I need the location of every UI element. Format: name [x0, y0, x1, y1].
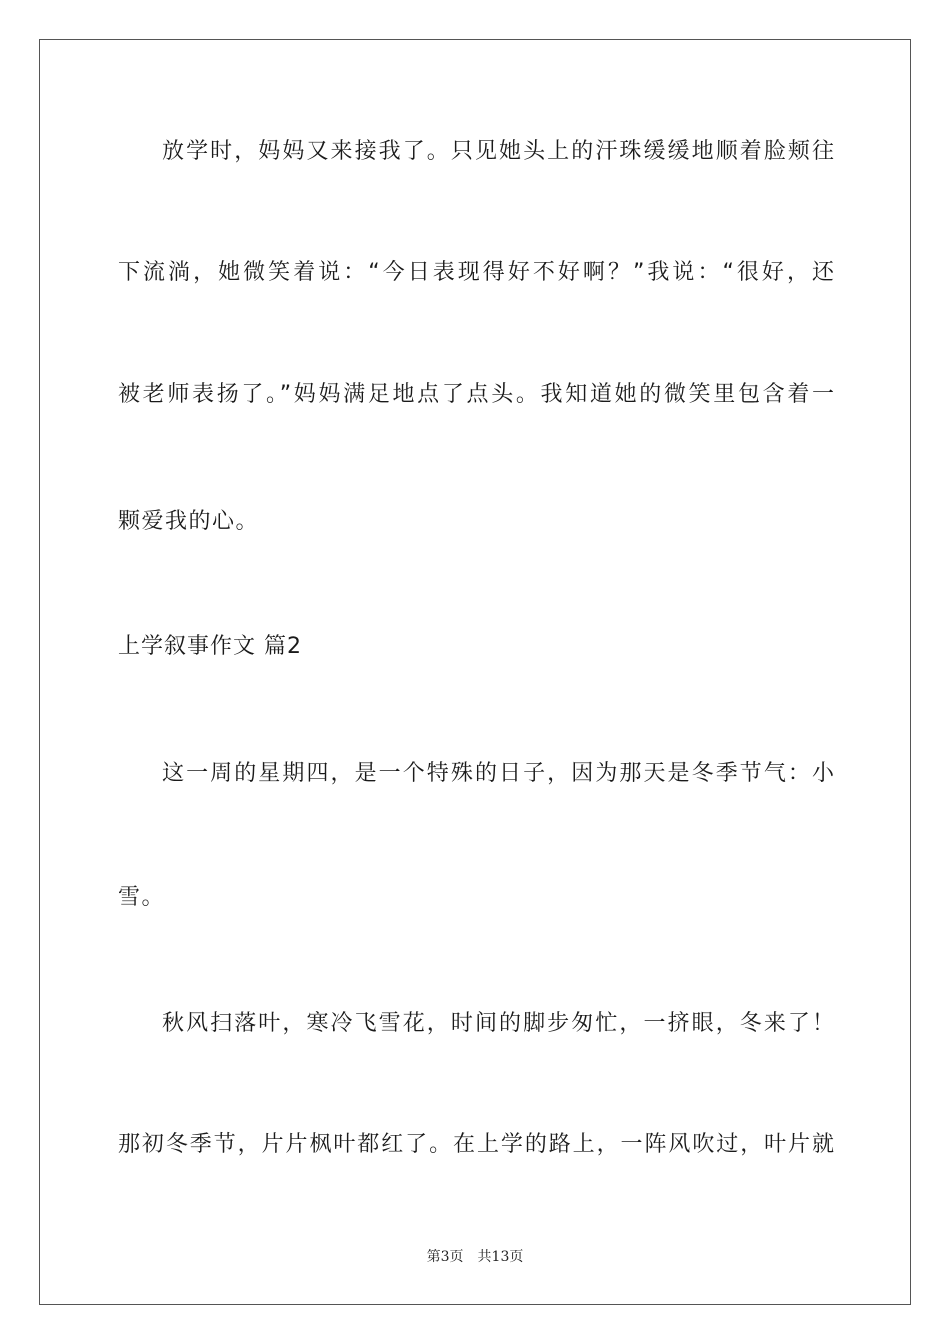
paragraph-1-line-2: 下流淌，她微笑着说：“今日表现得好不好啊？”我说：“很好，还	[118, 260, 834, 285]
paragraph-3-line-1: 秋风扫落叶，寒冷飞雪花，时间的脚步匆忙，一挤眼，冬来了！	[162, 1011, 834, 1036]
paragraph-2-line-2: 雪。	[118, 885, 166, 910]
section-heading: 上学叙事作文 篇2	[118, 634, 302, 659]
paragraph-1-line-4: 颗爱我的心。	[118, 509, 260, 534]
paragraph-1-line-3: 被老师表扬了。”妈妈满足地点了点头。我知道她的微笑里包含着一	[118, 382, 834, 407]
page-number-current: 第3页	[426, 1249, 464, 1265]
page-footer	[0, 1247, 950, 1267]
paragraph-2-line-1: 这一周的星期四，是一个特殊的日子，因为那天是冬季节气：小	[162, 761, 834, 786]
page-border	[39, 39, 911, 1305]
paragraph-3-line-2: 那初冬季节，片片枫叶都红了。在上学的路上，一阵风吹过，叶片就	[118, 1132, 834, 1157]
paragraph-1-line-1: 放学时，妈妈又来接我了。只见她头上的汗珠缓缓地顺着脸颊往	[162, 139, 834, 164]
page-number-total: 共13页	[477, 1249, 524, 1265]
